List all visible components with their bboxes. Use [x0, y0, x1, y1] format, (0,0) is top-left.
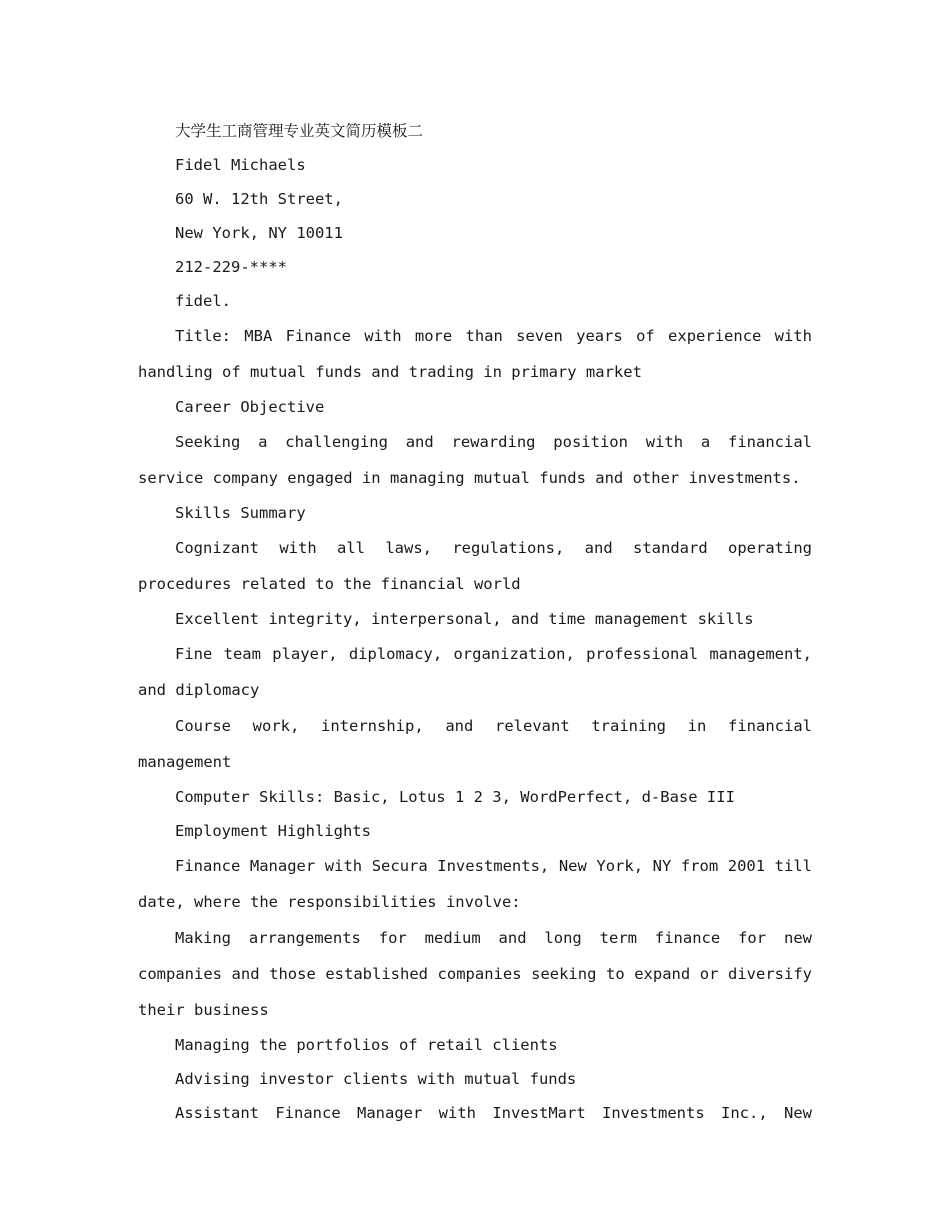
assistant-role-line: Assistant Finance Manager with InvestMart Investments Inc., New [175, 1104, 812, 1122]
resume-title: Title: MBA Finance with more than seven years of experience with handling of mutual funds and trading in primary market [138, 327, 812, 381]
page-title: 大学生工商管理专业英文简历模板二 [175, 122, 424, 140]
section-heading-employment: Employment Highlights [175, 822, 371, 840]
career-objective-text: Seeking a challenging and rewarding position with a financial service company engaged in managing mutual funds and other investments. [138, 433, 812, 487]
resume-body [138, 114, 812, 1130]
skill-item: Course work, internship, and relevant training in financial management [138, 717, 812, 771]
employment-intro: Finance Manager with Secura Investments, New York, NY from 2001 till date, where the responsibilities involve: [138, 857, 812, 911]
responsibility-item: Advising investor clients with mutual funds [175, 1070, 577, 1088]
phone-number: 212-229-**** [175, 258, 287, 276]
section-heading-career-objective: Career Objective [175, 398, 325, 416]
email-text: fidel. [175, 292, 231, 310]
skill-item: Computer Skills: Basic, Lotus 1 2 3, WordPerfect, d-Base III [175, 788, 735, 806]
skill-item: Excellent integrity, interpersonal, and time management skills [175, 610, 754, 628]
skill-item: Fine team player, diplomacy, organization, professional management, and diplomacy [138, 645, 812, 699]
skill-item: Cognizant with all laws, regulations, and standard operating procedures related to the financial world [138, 539, 812, 593]
responsibility-item: Making arrangements for medium and long term finance for new companies and those established companies seeking to expand or diversify their business [138, 929, 812, 1019]
section-heading-skills: Skills Summary [175, 504, 306, 522]
address-line-1: 60 W. 12th Street, [175, 190, 343, 208]
address-line-2: New York, NY 10011 [175, 224, 343, 242]
responsibility-item: Managing the portfolios of retail clients [175, 1036, 558, 1054]
candidate-name: Fidel Michaels [175, 156, 306, 174]
